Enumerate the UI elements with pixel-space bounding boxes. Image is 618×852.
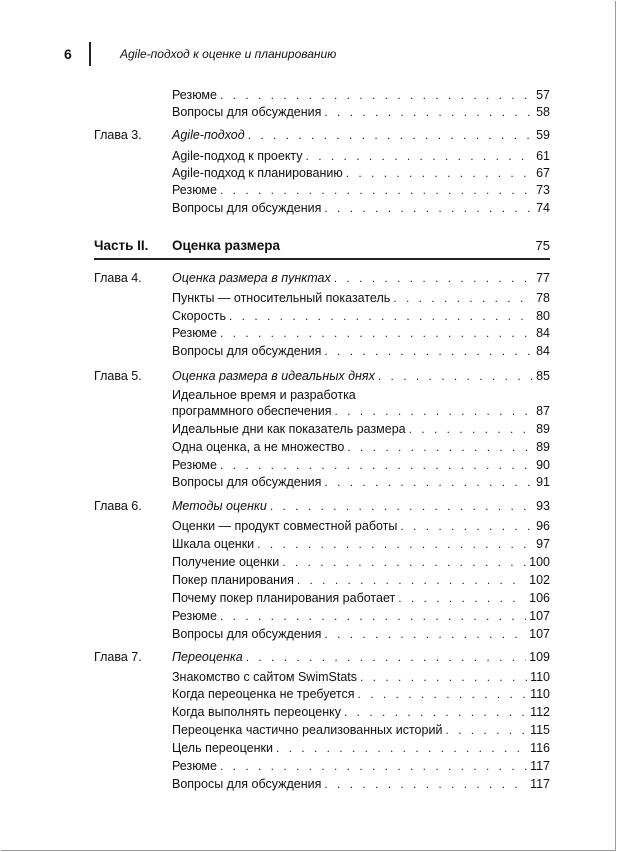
part-page: 75 bbox=[535, 238, 550, 253]
chapter-label: Глава 3. bbox=[94, 128, 142, 142]
dot-leader bbox=[409, 421, 533, 437]
header-divider bbox=[89, 42, 91, 66]
toc-entry[interactable]: Идеальное время и разработка программного обеспечения . . . 87 bbox=[94, 387, 550, 419]
dot-leader bbox=[324, 474, 533, 490]
toc-entry[interactable]: Одна оценка, а не множество . . . 89 bbox=[94, 439, 550, 455]
toc-entry[interactable]: Почему покер планирования работает . . . 106 bbox=[94, 590, 550, 606]
dot-leader bbox=[220, 182, 533, 198]
dot-leader bbox=[220, 608, 526, 624]
toc-entry[interactable]: Знакомство с сайтом SwimStats . . . 110 bbox=[94, 669, 550, 685]
chapter-title: Переоценка bbox=[172, 650, 243, 664]
toc-entry[interactable]: Резюме . . . 73 bbox=[94, 182, 550, 198]
toc-entry[interactable]: Agile-подход к планированию . . . 67 bbox=[94, 165, 550, 181]
toc-entry[interactable]: Вопросы для обсуждения . . . 84 bbox=[94, 343, 550, 359]
toc-entry[interactable]: Вопросы для обсуждения . . . 91 bbox=[94, 474, 550, 490]
dot-leader bbox=[276, 740, 527, 756]
toc-entry[interactable]: Вопросы для обсуждения . . . 58 bbox=[94, 104, 550, 120]
dot-leader bbox=[358, 686, 528, 702]
toc-entry[interactable]: Вопросы для обсуждения . . . 107 bbox=[94, 626, 550, 642]
dot-leader bbox=[344, 704, 527, 720]
dot-leader bbox=[306, 148, 534, 164]
dot-leader bbox=[393, 290, 533, 306]
toc-entry[interactable]: Цель переоценки . . . 116 bbox=[94, 740, 550, 756]
dot-leader bbox=[324, 776, 527, 792]
toc-entry[interactable]: Резюме . . . 57 bbox=[94, 87, 550, 103]
dot-leader bbox=[246, 649, 526, 665]
dot-leader bbox=[324, 200, 533, 216]
dot-leader bbox=[445, 722, 527, 738]
toc-part-2[interactable] bbox=[94, 238, 550, 258]
toc-entry[interactable]: Резюме . . . 90 bbox=[94, 457, 550, 473]
toc-chapter-4[interactable]: Глава 4. Оценка размера в пунктах . . . 77 bbox=[94, 270, 550, 286]
toc-entry[interactable]: Когда переоценка не требуется . . . 110 bbox=[94, 686, 550, 702]
chapter-title: Методы оценки bbox=[172, 499, 267, 513]
page-number: 6 bbox=[64, 46, 72, 62]
toc-entry[interactable]: Скорость . . . 80 bbox=[94, 308, 550, 324]
toc-entry[interactable]: Agile-подход к проекту . . . 61 bbox=[94, 148, 550, 164]
dot-leader bbox=[248, 127, 533, 143]
dot-leader bbox=[220, 457, 533, 473]
dot-leader bbox=[400, 518, 533, 534]
part-title: Оценка размера bbox=[172, 238, 281, 253]
toc-entry[interactable]: Резюме . . . 117 bbox=[94, 758, 550, 774]
dot-leader bbox=[229, 308, 533, 324]
toc-entry[interactable]: Переоценка частично реализованных историй . . . 115 bbox=[94, 722, 550, 738]
dot-leader bbox=[347, 439, 533, 455]
dot-leader bbox=[335, 403, 534, 419]
toc-chapter-6[interactable]: Глава 6. Методы оценки . . . 93 bbox=[94, 498, 550, 514]
dot-leader bbox=[282, 554, 526, 570]
toc-chapter-7[interactable]: Глава 7. Переоценка . . . 109 bbox=[94, 649, 550, 665]
dot-leader bbox=[324, 104, 533, 120]
dot-leader bbox=[324, 626, 526, 642]
part-label: Часть II. bbox=[94, 238, 149, 253]
dot-leader bbox=[270, 498, 533, 514]
toc-entry[interactable]: Оценки — продукт совместной работы . . . 96 bbox=[94, 518, 550, 534]
part-rule bbox=[94, 258, 550, 260]
dot-leader bbox=[220, 87, 533, 103]
toc-entry[interactable]: Вопросы для обсуждения . . . 74 bbox=[94, 200, 550, 216]
chapter-label: Глава 5. bbox=[94, 369, 142, 383]
running-title: Agile-подход к оценке и планированию bbox=[120, 47, 337, 61]
toc-entry[interactable]: Резюме . . . 107 bbox=[94, 608, 550, 624]
toc-entry[interactable]: Вопросы для обсуждения . . . 117 bbox=[94, 776, 550, 792]
dot-leader bbox=[346, 165, 533, 181]
dot-leader bbox=[324, 343, 533, 359]
dot-leader bbox=[378, 368, 533, 384]
toc-entry[interactable]: Когда выполнять переоценку . . . 112 bbox=[94, 704, 550, 720]
chapter-label: Глава 6. bbox=[94, 499, 142, 513]
toc-entry[interactable]: Покер планирования . . . 102 bbox=[94, 572, 550, 588]
dot-leader bbox=[398, 590, 526, 606]
toc-entry[interactable]: Идеальные дни как показатель размера . . . 89 bbox=[94, 421, 550, 437]
toc-entry[interactable]: Пункты — относительный показатель . . . 78 bbox=[94, 290, 550, 306]
toc-entry[interactable]: Резюме . . . 84 bbox=[94, 325, 550, 341]
toc-chapter-3[interactable]: Глава 3. Agile-подход . . . 59 bbox=[94, 127, 550, 143]
chapter-title: Оценка размера в пунктах bbox=[172, 271, 331, 285]
dot-leader bbox=[220, 758, 527, 774]
chapter-label: Глава 7. bbox=[94, 650, 142, 664]
chapter-title: Agile-подход bbox=[172, 128, 245, 142]
toc-entry[interactable]: Шкала оценки . . . 97 bbox=[94, 536, 550, 552]
dot-leader bbox=[297, 572, 526, 588]
dot-leader bbox=[360, 669, 527, 685]
toc-chapter-5[interactable]: Глава 5. Оценка размера в идеальных днях . . . 85 bbox=[94, 368, 550, 384]
chapter-label: Глава 4. bbox=[94, 271, 142, 285]
dot-leader bbox=[257, 536, 533, 552]
toc-entry[interactable]: Получение оценки . . . 100 bbox=[94, 554, 550, 570]
dot-leader bbox=[220, 325, 533, 341]
dot-leader bbox=[334, 270, 533, 286]
chapter-title: Оценка размера в идеальных днях bbox=[172, 369, 375, 383]
